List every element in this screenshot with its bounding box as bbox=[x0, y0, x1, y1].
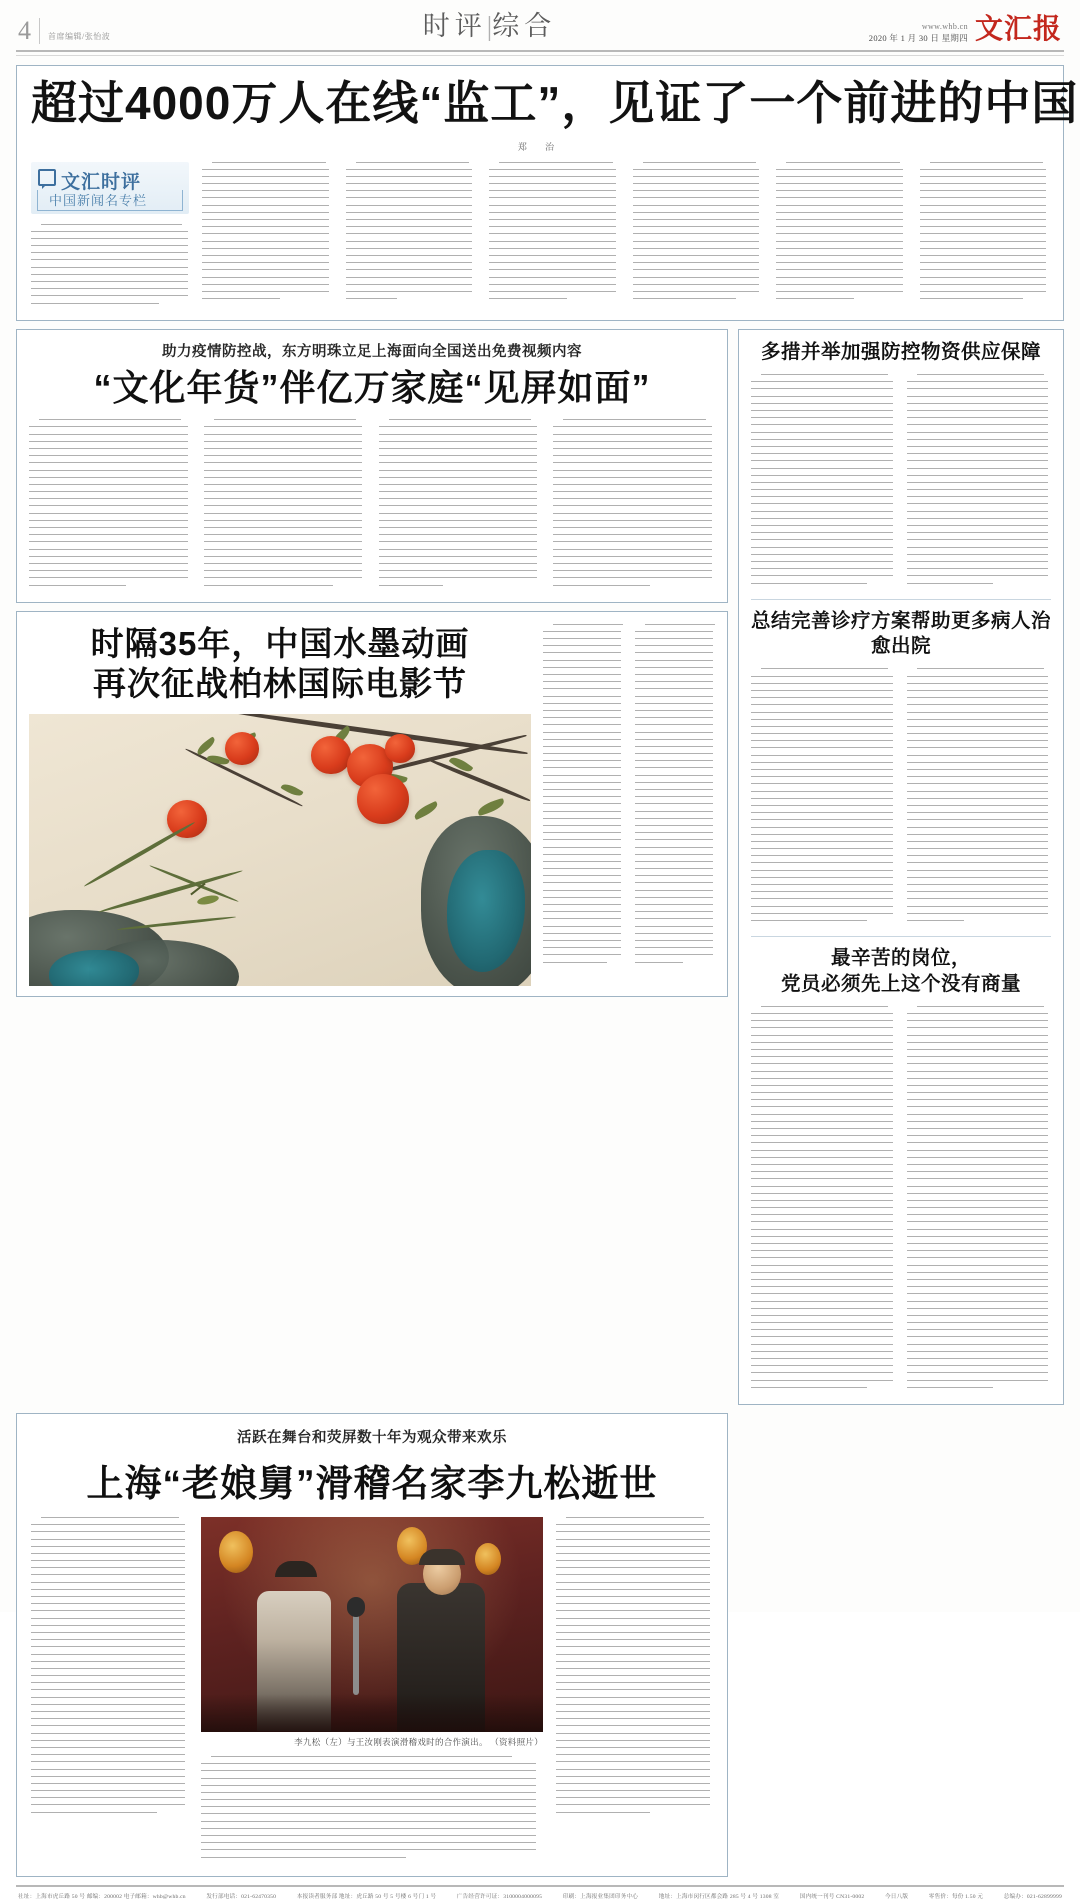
photo-lantern bbox=[475, 1543, 501, 1575]
masthead-meta bbox=[869, 22, 968, 44]
right-divider-2 bbox=[751, 936, 1051, 937]
obituary-body bbox=[31, 1517, 713, 1864]
party-text-column-2 bbox=[907, 1006, 1052, 1394]
obituary-headline: 上海“老娘舅”滑稽名家李九松逝世 bbox=[86, 1462, 658, 1504]
lead-text-column-1 bbox=[202, 162, 332, 310]
animation-text-column-1 bbox=[543, 624, 623, 969]
colophon-address: 社址：上海市虎丘路 50 号 邮编：200002 电子邮箱：whb@whb.cn bbox=[18, 1893, 186, 1900]
colophon-printer: 印刷：上海报业集团印务中心 bbox=[562, 1893, 639, 1900]
supplies-headline: 多措并举加强防控物资供应保障 bbox=[760, 340, 1041, 363]
treatment-columns bbox=[751, 668, 1051, 927]
painting-pomegranate bbox=[225, 732, 259, 765]
supplies-text-column-2 bbox=[907, 374, 1052, 590]
masthead-rule-secondary bbox=[16, 55, 1064, 56]
colophon-pages: 今日八版 bbox=[884, 1893, 909, 1900]
right-divider-1 bbox=[751, 599, 1051, 600]
paper-logo: 文汇报 bbox=[974, 14, 1062, 46]
website-url[interactable]: www.whb.cn bbox=[921, 21, 968, 31]
section-title bbox=[423, 4, 556, 44]
obituary-text-column-under-photo bbox=[201, 1756, 543, 1858]
editor-credit: 首席编辑/张怡波 bbox=[48, 32, 111, 41]
painting-leaf bbox=[476, 798, 506, 816]
party-headline-line1: 最辛苦的岗位， bbox=[830, 947, 971, 970]
mid-left-stack bbox=[16, 329, 728, 1405]
painting-pomegranate bbox=[311, 736, 351, 774]
article-party bbox=[751, 946, 1051, 1394]
column-badge bbox=[31, 162, 189, 214]
column-badge-area bbox=[31, 162, 191, 310]
culture-text-column-4 bbox=[553, 419, 715, 592]
colophon-ad-license: 广告经营许可证：3100004000095 bbox=[456, 1893, 543, 1900]
animation-headline-line2: 再次征战柏林国际电影节 bbox=[93, 664, 467, 702]
obituary-photo-block bbox=[201, 1517, 543, 1864]
colophon-editor-phone: 总编办：021-62899999 bbox=[1003, 1893, 1062, 1900]
culture-text-column-3 bbox=[379, 419, 541, 592]
photo-microphone-head bbox=[347, 1597, 365, 1617]
animation-text-column-2 bbox=[635, 624, 715, 969]
treatment-headline: 总结完善诊疗方案帮助更多病人治愈出院 bbox=[751, 609, 1052, 658]
animation-headline bbox=[29, 624, 531, 705]
photo-performer-left-hair bbox=[275, 1561, 317, 1577]
lead-text-column-5 bbox=[776, 162, 906, 310]
lead-article bbox=[16, 65, 1079, 321]
article-obituary bbox=[16, 1413, 728, 1877]
culture-headline: “文化年货”伴亿万家庭“见屏如面” bbox=[93, 366, 651, 408]
colophon-issn: 国内统一刊号 CN31-0002 bbox=[799, 1893, 865, 1900]
animation-text-columns bbox=[543, 624, 715, 969]
obituary-text-column-1 bbox=[31, 1517, 188, 1864]
lead-headline: 超过4000万人在线“监工”，见证了一个前进的中国 bbox=[31, 77, 1079, 129]
treatment-text-column-1 bbox=[751, 668, 896, 927]
obituary-photo bbox=[201, 1517, 543, 1732]
painting-leaf bbox=[195, 737, 218, 756]
mid-row bbox=[16, 329, 1064, 1405]
lead-body bbox=[31, 162, 1049, 310]
culture-columns bbox=[29, 419, 715, 592]
article-supplies bbox=[751, 340, 1051, 590]
lead-text-column-4 bbox=[633, 162, 763, 310]
photo-microphone-stand bbox=[353, 1609, 359, 1695]
party-headline-line2: 党员必须先上这个没有商量 bbox=[780, 972, 1021, 995]
culture-kicker: 助力疫情防控战，东方明珠立足上海面向全国送出免费视频内容 bbox=[162, 343, 582, 360]
treatment-text-column-2 bbox=[907, 668, 1052, 927]
animation-side-columns bbox=[543, 624, 715, 987]
obituary-kicker: 活跃在舞台和荧屏数十年为观众带来欢乐 bbox=[237, 1429, 507, 1446]
section-separator: | bbox=[486, 11, 493, 41]
photo-lantern bbox=[219, 1531, 253, 1573]
photo-foreground-shade bbox=[201, 1694, 543, 1732]
photo-performer-right-hair bbox=[419, 1549, 465, 1565]
painting-cricket bbox=[196, 894, 219, 906]
column-badge-subtitle: 中国新闻名专栏 bbox=[49, 192, 148, 208]
lead-text-column-6 bbox=[920, 162, 1050, 310]
article-culture bbox=[16, 329, 728, 603]
painting-teal-moss-left bbox=[49, 950, 139, 986]
colophon-service: 本报读者服务部 地址：虎丘路 50 号 5 号楼 6 号门 1 号 bbox=[296, 1893, 437, 1900]
colophon bbox=[14, 1887, 1066, 1900]
lead-text-columns bbox=[202, 162, 1049, 310]
masthead-left bbox=[18, 18, 110, 44]
lead-text-column-3 bbox=[489, 162, 619, 310]
painting-grass-blade bbox=[149, 864, 239, 903]
supplies-columns bbox=[751, 374, 1051, 590]
caption-credit: （资料照片） bbox=[490, 1736, 543, 1747]
lead-byline: 郑 治 bbox=[517, 141, 563, 152]
colophon-distribution: 发行部电话：021-62470350 bbox=[206, 1893, 277, 1900]
colophon-printer-address: 地址：上海市闵行区都会路 285 号 4 号 1308 室 bbox=[658, 1893, 780, 1900]
lead-text-column-2 bbox=[346, 162, 476, 310]
masthead-right bbox=[868, 14, 1062, 46]
painting-leaf bbox=[412, 801, 439, 820]
painting-branch-3 bbox=[427, 758, 530, 803]
party-columns bbox=[751, 1006, 1051, 1394]
page-number: 4 bbox=[18, 18, 40, 44]
column-badge-title: 文汇时评 bbox=[61, 171, 142, 193]
culture-text-column-2 bbox=[204, 419, 366, 592]
masthead-rule bbox=[16, 50, 1064, 52]
colophon-price: 零售价：每份 1.50 元 bbox=[928, 1893, 984, 1900]
party-text-column-1 bbox=[751, 1006, 896, 1394]
caption-text: 李九松（左）与王汝刚表演滑稽戏时的合作演出。 bbox=[294, 1736, 488, 1747]
painting-pomegranate bbox=[357, 774, 409, 824]
article-treatment bbox=[751, 609, 1051, 927]
ink-painting-image bbox=[29, 714, 531, 986]
section-primary: 时评 bbox=[422, 11, 487, 41]
culture-text-column-1 bbox=[29, 419, 191, 592]
animation-headline-line1: 时隔35年，中国水墨动画 bbox=[90, 624, 470, 662]
right-column-stack bbox=[738, 329, 1064, 1405]
painting-pomegranate bbox=[385, 734, 415, 763]
obituary-text-column-3 bbox=[556, 1517, 713, 1864]
section-secondary: 综合 bbox=[492, 11, 557, 41]
article-animation bbox=[16, 611, 728, 998]
publication-date: 2020 年 1 月 30 日 星期四 bbox=[868, 32, 968, 43]
obituary-photo-caption bbox=[201, 1736, 543, 1748]
quote-bubble-icon bbox=[38, 169, 56, 186]
masthead bbox=[14, 0, 1066, 44]
supplies-text-column-1 bbox=[751, 374, 896, 590]
animation-main bbox=[29, 624, 531, 987]
lead-text-column-0 bbox=[31, 224, 191, 304]
party-headline bbox=[751, 946, 1051, 997]
